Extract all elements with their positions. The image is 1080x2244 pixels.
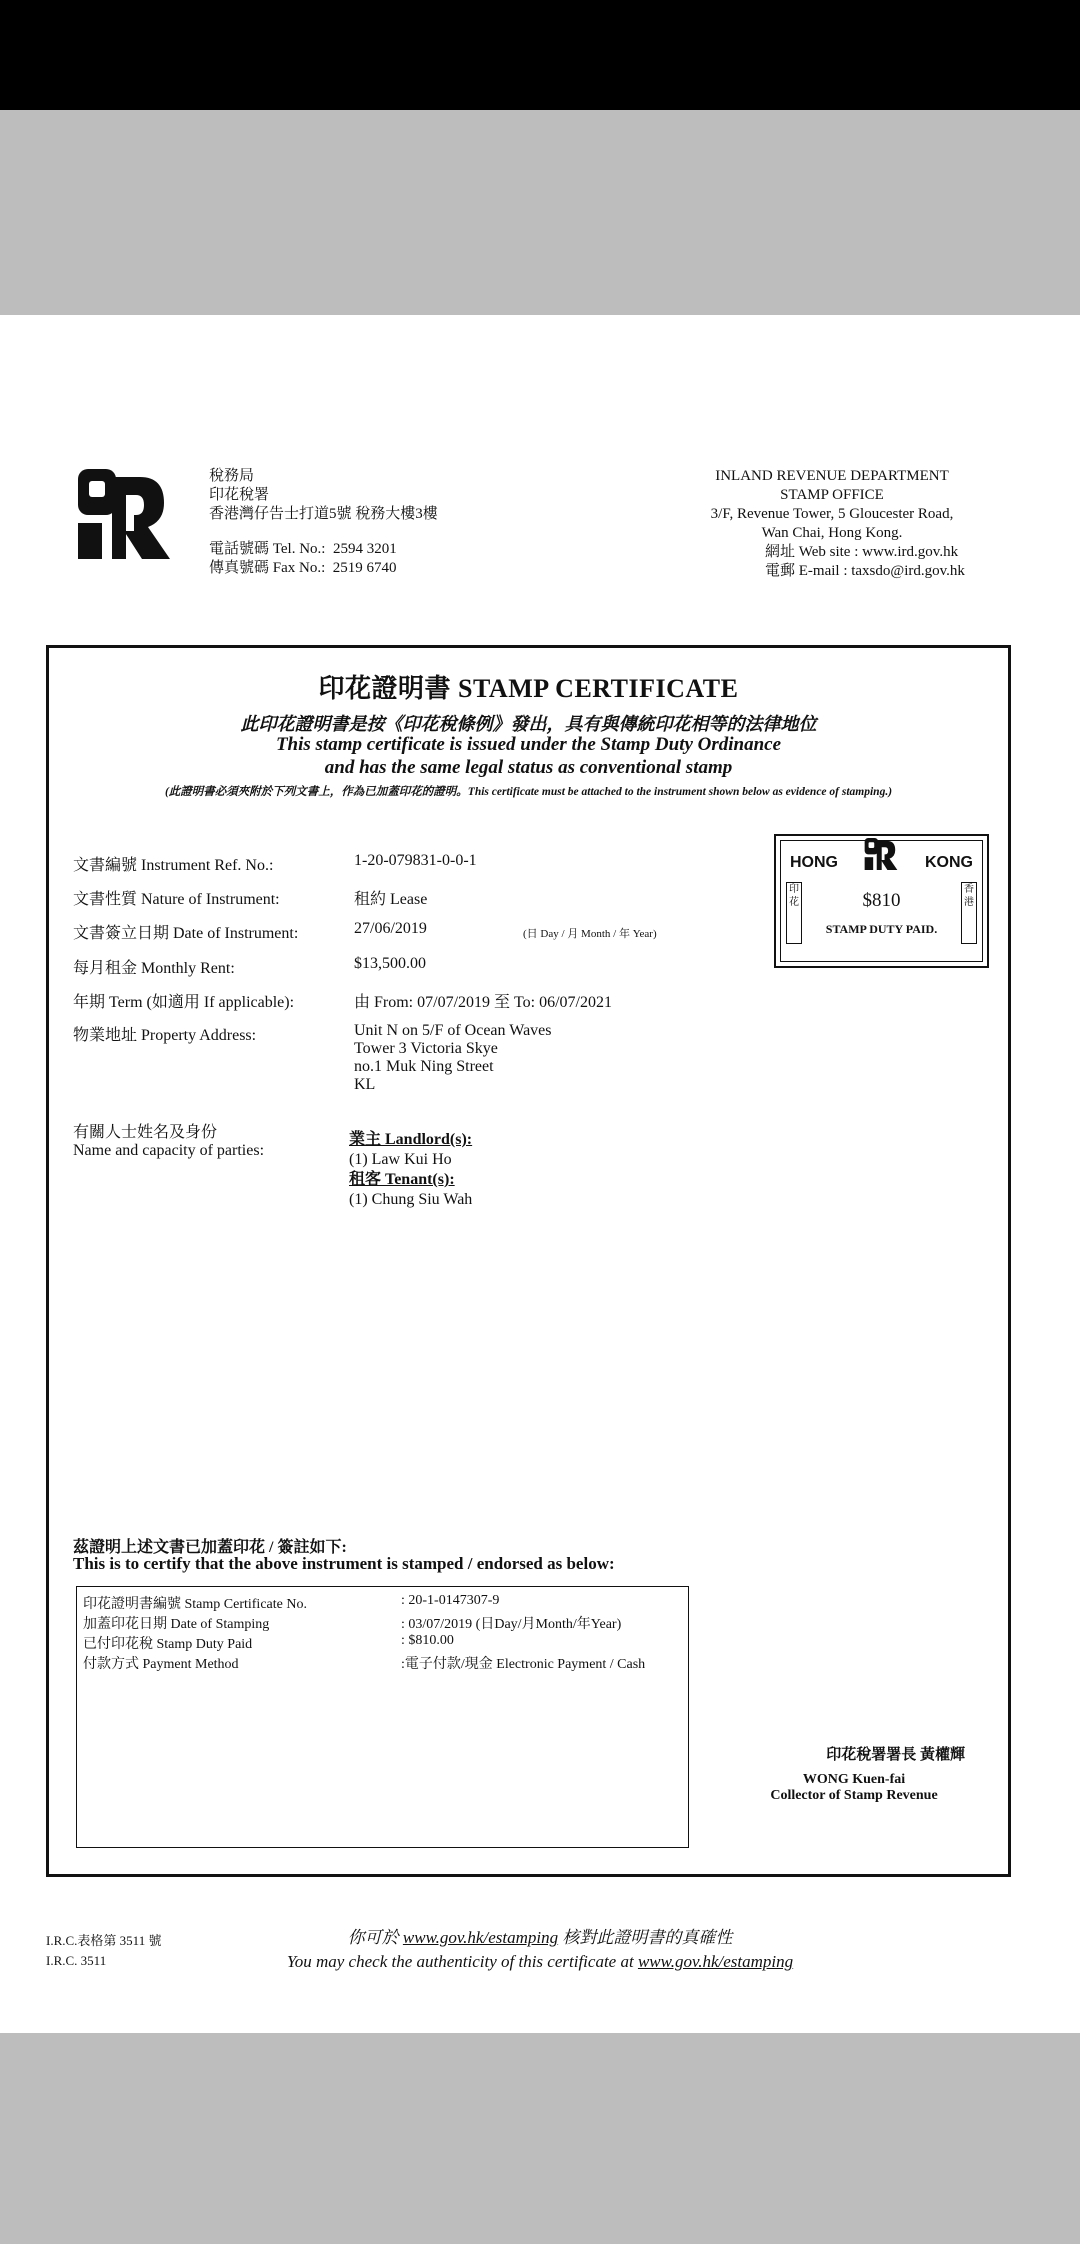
parties-list [349, 1130, 472, 1210]
date-label: 文書簽立日期 Date of Instrument: [73, 925, 299, 942]
header-dept-en: INLAND REVENUE DEPARTMENT [715, 468, 949, 484]
estamping-link-en[interactable]: www.gov.hk/estamping [637, 1952, 794, 1971]
stamp-duty-paid-stamp [774, 834, 989, 968]
certificate-page [0, 315, 1080, 2033]
header-address-en-1: 3/F, Revenue Tower, 5 Gloucester Road, [710, 506, 954, 522]
ref-value: 1-20-079831-0-0-1 [354, 852, 477, 869]
nature-value: 租約 Lease [354, 891, 428, 908]
landlord-heading: 業主 Landlord(s): [349, 1131, 473, 1148]
address-line-1: Unit N on 5/F of Ocean Waves [354, 1022, 552, 1039]
nature-label: 文書性質 Nature of Instrument: [73, 891, 280, 908]
endorsement-row-value: : 20-1-0147307-9 [401, 1593, 500, 1608]
address-label: 物業地址 Property Address: [73, 1027, 257, 1044]
certificate-title: 印花證明書 STAMP CERTIFICATE [318, 674, 739, 703]
address-line-3: no.1 Muk Ning Street [354, 1058, 494, 1075]
endorsement-row [83, 1633, 454, 1653]
stamp-side-left: 印花 [786, 882, 802, 944]
certificate-attach-note: (此證明書必須夾附於下列文書上，作為已加蓋印花的證明。This certificate must be attached to the instrument shown below as evidence of stamping.) [164, 786, 893, 798]
address-line-2: Tower 3 Victoria Skye [354, 1040, 498, 1057]
certificate-subtitle-cn: 此印花證明書是按《印花稅條例》發出，具有與傳統印花相等的法律地位 [240, 714, 817, 734]
estamping-link-cn[interactable]: www.gov.hk/estamping [402, 1928, 559, 1947]
endorsement-row-label: 加蓋印花日期 Date of Stamping [83, 1617, 270, 1632]
header-office-en: STAMP OFFICE [780, 487, 884, 503]
ref-label: 文書編號 Instrument Ref. No.: [73, 857, 274, 874]
address-line-4: KL [354, 1076, 376, 1093]
header-address-en-2: Wan Chai, Hong Kong. [761, 525, 903, 541]
parties-label-en: Name and capacity of parties: [73, 1142, 265, 1159]
parties-label-cn: 有關人士姓名及身份 [73, 1124, 218, 1141]
collector-title-cn: 印花稅署署長 黃權輝 [826, 1747, 965, 1763]
fax-line [209, 559, 438, 578]
stamp-amount: $810 [862, 890, 901, 911]
date-value: 27/06/2019 [354, 920, 427, 937]
stamp-kong: KONG [925, 854, 973, 871]
ird-logo-icon [78, 469, 170, 559]
tel-label: 電話號碼 Tel. No.: [209, 541, 326, 557]
rent-label: 每月租金 Monthly Rent: [73, 960, 235, 977]
top-gray-margin [0, 110, 1080, 315]
form-code-en: I.R.C. 3511 [46, 1953, 107, 1968]
rent-value: $13,500.00 [354, 955, 426, 972]
endorsement-box [76, 1586, 689, 1848]
stamp-ird-logo-icon [864, 838, 898, 870]
tenant-1: (1) Chung Siu Wah [349, 1191, 473, 1208]
endorsement-heading-cn: 茲證明上述文書已加蓋印花 / 簽註如下: [73, 1539, 347, 1556]
endorsement-row [83, 1593, 500, 1613]
authenticity-note-en: You may check the authenticity of this certificate at www.gov.hk/estamping [286, 1952, 794, 1971]
fax-value: 2519 6740 [332, 560, 397, 576]
bottom-gray-margin [0, 2033, 1080, 2244]
endorsement-row-label: 已付印花稅 Stamp Duty Paid [83, 1637, 253, 1652]
landlord-1: (1) Law Kui Ho [349, 1151, 452, 1168]
header-website: 網址 Web site : www.ird.gov.hk [765, 544, 959, 560]
header-dept-cn: 稅務局 [209, 468, 255, 484]
date-format-note: (日 Day / 月 Month / 年 Year) [523, 928, 657, 940]
endorsement-row-value: : $810.00 [401, 1633, 454, 1648]
endorsement-row-value: : 03/07/2019 (日Day/月Month/年Year) [401, 1617, 622, 1632]
property-address [354, 1022, 552, 1094]
stamp-side-right: 香港 [961, 882, 977, 944]
tel-line [209, 540, 438, 559]
endorsement-row-label: 印花證明書編號 Stamp Certificate No. [83, 1597, 307, 1612]
tenant-heading: 租客 Tenant(s): [349, 1171, 455, 1188]
endorsement-row [83, 1613, 622, 1633]
certificate-subtitle-en-2: and has the same legal status as conventional stamp [324, 757, 733, 778]
certificate-subtitle-en-1: This stamp certificate is issued under the Stamp Duty Ordinance [275, 734, 782, 755]
header-english-address [667, 467, 997, 581]
header-address-cn: 香港灣仔告士打道5號 稅務大樓3樓 [209, 506, 438, 522]
endorsement-row-label: 付款方式 Payment Method [83, 1657, 239, 1672]
fax-label: 傳真號碼 Fax No.: [209, 560, 326, 576]
header-email: 電郵 E-mail : taxsdo@ird.gov.hk [765, 563, 965, 579]
certificate-frame [46, 645, 1011, 1877]
collector-role: Collector of Stamp Revenue [770, 1788, 938, 1803]
collector-signature [729, 1743, 979, 1804]
endorsement-row [83, 1653, 646, 1673]
stamp-hong: HONG [790, 854, 838, 871]
authenticity-note-cn: 你可於 www.gov.hk/estamping 核對此證明書的真確性 [347, 1928, 733, 1947]
endorsement-heading-en: This is to certify that the above instrument is stamped / endorsed as below: [73, 1554, 615, 1573]
term-value: 由 From: 07/07/2019 至 To: 06/07/2021 [354, 994, 613, 1011]
authenticity-note [0, 1926, 1080, 1974]
top-black-bar [0, 0, 1080, 110]
header-office-cn: 印花稅署 [209, 487, 270, 503]
tel-value: 2594 3201 [332, 541, 397, 557]
header-chinese-address [209, 467, 438, 578]
endorsement-row-value: :電子付款/現金 Electronic Payment / Cash [401, 1657, 646, 1672]
parties-label [73, 1124, 264, 1160]
term-label: 年期 Term (如適用 If applicable): [73, 994, 295, 1011]
stamp-paid-label: STAMP DUTY PAID. [825, 922, 938, 936]
form-code-cn: I.R.C.表格第 3511 號 [46, 1933, 162, 1948]
collector-name: WONG Kuen-fai [802, 1772, 906, 1787]
